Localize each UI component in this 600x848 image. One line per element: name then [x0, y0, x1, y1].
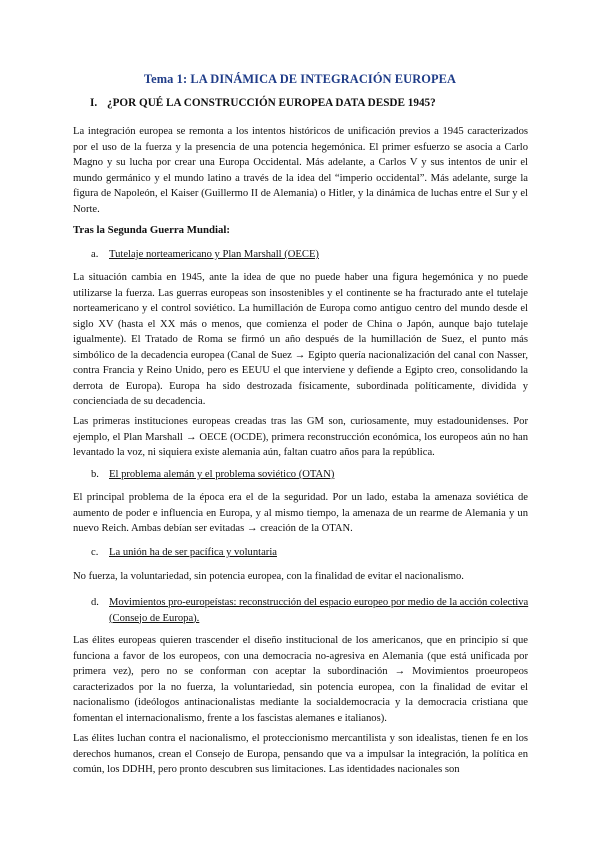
subsection-d-letter: d.	[91, 597, 99, 608]
document-title: Tema 1: LA DINÁMICA DE INTEGRACIÓN EUROPEA	[143, 72, 457, 86]
after-war-heading: Tras la Segunda Guerra Mundial:	[73, 224, 230, 236]
subsection-a-title: Tutelaje norteamericano y Plan Marshall (OECE)	[109, 249, 319, 260]
subsection-a-paragraph-2: Las primeras instituciones europeas creadas tras las GM son, curiosamente, muy estadounidenses. Por ejemplo, el Plan Marshall → OECE (OCDE), primera reconstrucción económica, los europeos aún no han levantado la voz, ni siquiera existe alemania aún, faltan cuatro años para la república.	[73, 416, 528, 458]
subsection-a-paragraph-1: La situación cambia en 1945, ante la idea de que no puede haber una figura hegemónica y no puede utilizarse la fuerza. Las guerras europeas son insostenibles y el continente se ha fracturado ante el tutelaje norteamericano y el control soviético. La humillación de Europa como antiguo centro del mundo desde el siglo XV (hasta el XX más o menos, que comienza el poder de China o Japón, aunque bajo tutelaje igualmente). El Tratado de Roma se firmó un año después de la humillación de Suez, el punto más simbólico de la decadencia europea (Canal de Suez → Egipto quería nacionalización del canal con Nasser, contra Francia y Reino Unido, pero es EEUU el que interviene y defiende a Egipto creo, consolidando la derrota de Europa). Europa ha sido destrozada físicamente, subordinada políticamente, dividida y concienciada de su decadencia.	[73, 272, 528, 407]
subsection-c-paragraph: No fuerza, la voluntariedad, sin potencia europea, con la finalidad de evitar el nacionalismo.	[73, 571, 464, 582]
section-number: I.	[90, 97, 98, 109]
subsection-d-title: Movimientos pro-europeístas: reconstrucción del espacio europeo por medio de la acción colectiva (Consejo de Europa).	[109, 597, 529, 624]
subsection-c-letter: c.	[91, 547, 99, 558]
subsection-a-letter: a.	[91, 249, 99, 260]
subsection-b-letter: b.	[91, 469, 99, 480]
section-heading-text: ¿POR QUÉ LA CONSTRUCCIÓN EUROPEA DATA DESDE 1945?	[107, 97, 436, 109]
subsection-c-title: La unión ha de ser pacífica y voluntaria	[109, 547, 277, 558]
subsection-d-paragraph-2: Las élites luchan contra el nacionalismo, el proteccionismo mercantilista y son idealistas, tienen fe en los derechos humanos, crean el Consejo de Europa, pensando que va a impulsar la integración, la política en común, los DDHH, pero pronto descubren sus limitaciones. Las identidades nacionales son	[73, 733, 528, 775]
subsection-b-title: El problema alemán y el problema soviético (OTAN)	[109, 469, 335, 480]
subsection-d-paragraph-1: Las élites europeas quieren trascender el diseño institucional de los americanos, que en principio sí que funciona a favor de los europeos, con una democracia no-agresiva en Alemania (que está unificada por primera vez), pero no se conforman con aceptar la subordinación → Movimientos proeuropeos caracterizados por la no fuerza, la voluntariedad, sin potencia europea, con la finalidad de evitar el nacionalismo (ideólogos antinacionalistas mediante la socialdemocracia y la democracia cristiana que fomentan el internacionalismo, frente a los fascistas alemanes e italianos).	[73, 635, 528, 724]
section-heading	[90, 96, 436, 112]
intro-paragraph: La integración europea se remonta a los intentos históricos de unificación previos a 1945 caracterizados por el uso de la fuerza y la presencia de una potencia hegemónica. El primer esfuerzo se asocia a Carlo Magno y su lucha por crear una Europa Occidental. Más adelante, a Carlos V y sus intentos de unir el mundo germánico y el mundo latino a través de la idea del “imperio occidental”. Más adelante, surge la figura de Napoleón, el Kaiser (Guillermo II de Alemania) o Hitler, y la dinámica de luchas entre el Sur y el Norte.	[73, 126, 528, 215]
subsection-b-paragraph: El principal problema de la época era el de la seguridad. Por un lado, estaba la amenaza soviética de aumento de poder e influencia en Europa, y al mismo tiempo, la amenaza de un rearme de Alemania y un nuevo Reich. Ambas debían ser evitadas → creación de la OTAN.	[73, 492, 528, 534]
